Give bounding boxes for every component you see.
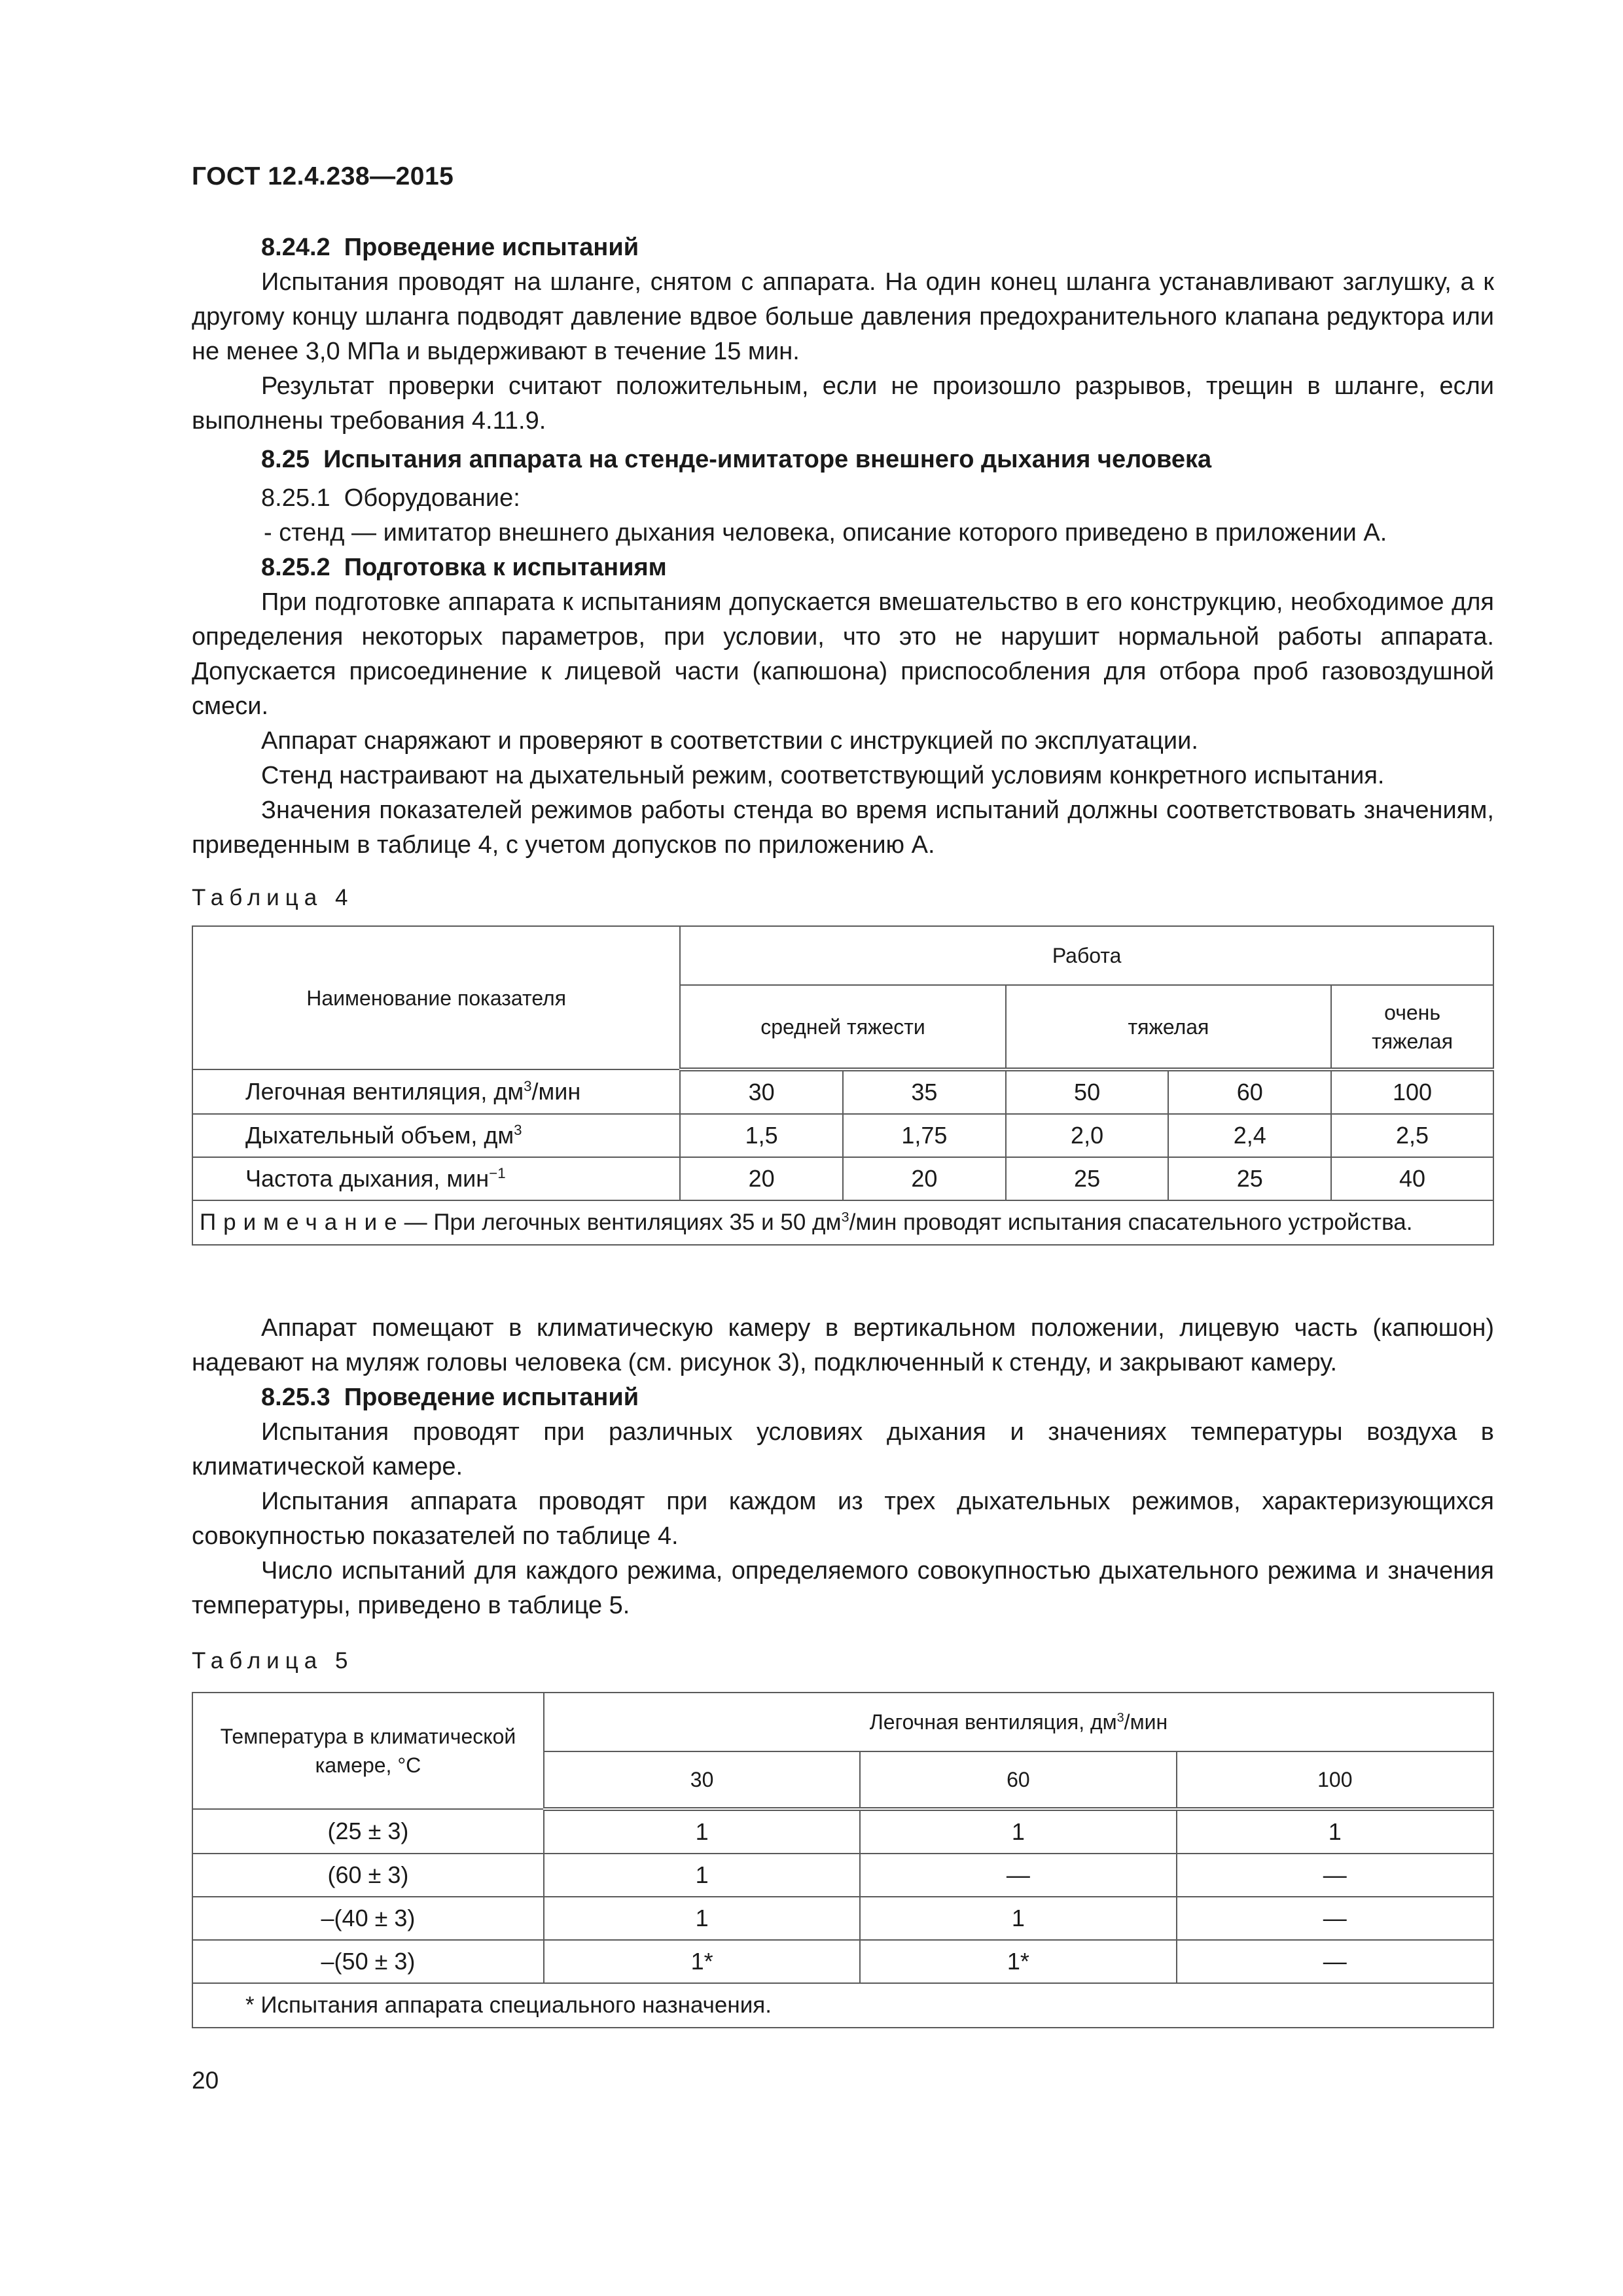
section-heading-8-25: 8.25 Испытания аппарата на стенде-имитаторе внешнего дыхания человека [261,446,1212,473]
table-cell: 1* [544,1940,860,1983]
text-block-upper [192,230,1494,863]
table4-header-name: Наименование показателя [192,926,680,1069]
table-cell: — [1177,1897,1493,1940]
table4 [192,925,1494,1246]
row-label: Легочная вентиляция, $дм^3$/мин [192,1069,680,1114]
row-label: Дыхательный объем, $дм^3$ [192,1114,680,1157]
list-item: - стенд — имитатор внешнего дыхания человека, описание которого приведено в приложении А. [264,519,1387,547]
table-cell: 1 [544,1809,860,1854]
table-cell: 50 [1006,1069,1169,1114]
table-row [192,1809,1493,1854]
table-cell: — [1177,1854,1493,1897]
table4-note: Примечание— При легочных вентиляциях 35 и 50 $дм^3$/мин проводят испытания спасательного устройства. [192,1200,1493,1245]
table-cell: 1* [860,1940,1176,1983]
section-heading-8-25-1: 8.25.1 Оборудование: [261,484,520,512]
table-cell: 1,5 [680,1114,843,1157]
table-row [192,1940,1493,1983]
table-cell: 25 [1006,1157,1169,1200]
paragraph: При подготовке аппарата к испытаниям допускается вмешательство в его конструкцию, необходимое для определения некоторых параметров, при условии, что это не нарушит нормальной работы аппарата. Допускается присоединение к лицевой части (капюшона) приспособления для отбора проб газовоздушной смеси. [192,588,1494,720]
table-cell: 1 [860,1897,1176,1940]
table-cell: 2,5 [1331,1114,1493,1157]
row-label: Частота дыхания, мин$^{-1}$ [192,1157,680,1200]
table4-group-medium: средней тяжести [680,985,1005,1069]
row-label: (25 ± 3) [192,1809,544,1854]
paragraph: Число испытаний для каждого режима, определяемого совокупностью дыхательного режима и значения температуры, приведено в таблице 5. [192,1557,1494,1619]
table5-header-temp: Температура в климатической камере, °С [192,1693,544,1809]
table5-footnote: * Испытания аппарата специального назначения. [192,1983,1493,2028]
table-cell: 1 [544,1897,860,1940]
table5-vent-60: 60 [860,1751,1176,1809]
paragraph: Стенд настраивают на дыхательный режим, соответствующий условиям конкретного испытания. [261,762,1385,789]
table-cell: 1 [544,1854,860,1897]
table5-header-vent: Легочная вентиляция, $дм^3$/мин [544,1693,1493,1751]
table-cell: 1 [1177,1809,1493,1854]
page-number: 20 [192,2067,219,2094]
paragraph: Аппарат помещают в климатическую камеру в вертикальном положении, лицевую часть (капюшон) надевают на муляж головы человека (см. рисунок 3), подключенный к стенду, и закрывают камеру. [192,1314,1494,1376]
table5-vent-30: 30 [544,1751,860,1809]
table5-caption: Таблица 5 [192,1648,354,1674]
section-heading-8-25-2: 8.25.2 Подготовка к испытаниям [261,554,667,581]
table4-group-heavy: тяжелая [1006,985,1331,1069]
section-heading-8-25-3: 8.25.3 Проведение испытаний [261,1384,639,1411]
table-cell: 20 [680,1157,843,1200]
table-cell: 1,75 [843,1114,1006,1157]
table-cell: 35 [843,1069,1006,1114]
table-row [192,1897,1493,1940]
table-cell: 2,0 [1006,1114,1169,1157]
paragraph: Испытания проводят на шланге, снятом с аппарата. На один конец шланга устанавливают заглушку, а к другому концу шланга подводят давление вдвое больше давления предохранительного клапана редуктора или не менее 3,0 МПа и выдерживают в течение 15 мин. [192,268,1494,365]
table-row [192,1157,1493,1200]
table-cell: 60 [1168,1069,1331,1114]
row-label: –(40 ± 3) [192,1897,544,1940]
document-id: ГОСТ 12.4.238—2015 [192,162,454,190]
table-cell: 40 [1331,1157,1493,1200]
table-cell: — [1177,1940,1493,1983]
text-block-middle [192,1311,1494,1623]
table-cell: 2,4 [1168,1114,1331,1157]
table-row [192,1114,1493,1157]
table-cell: 25 [1168,1157,1331,1200]
row-label: (60 ± 3) [192,1854,544,1897]
table-row [192,1069,1493,1114]
table4-caption: Таблица 4 [192,885,354,910]
table-cell: — [860,1854,1176,1897]
section-heading-8-24-2: 8.24.2 Проведение испытаний [261,234,639,261]
table4-group-very-heavy: очень тяжелая [1331,985,1493,1069]
paragraph: Испытания проводят при различных условиях дыхания и значениях температуры воздуха в климатической камере. [192,1418,1494,1480]
table4-header-work: Работа [680,926,1493,985]
paragraph: Аппарат снаряжают и проверяют в соответствии с инструкцией по эксплуатации. [261,727,1198,755]
table-cell: 1 [860,1809,1176,1854]
paragraph: Испытания аппарата проводят при каждом из трех дыхательных режимов, характеризующихся совокупностью показателей по таблице 4. [192,1488,1494,1550]
paragraph: Результат проверки считают положительным, если не произошло разрывов, трещин в шланге, если выполнены требования 4.11.9. [192,372,1494,435]
table-row [192,1854,1493,1897]
table-cell: 30 [680,1069,843,1114]
table-cell: 100 [1331,1069,1493,1114]
table5-vent-100: 100 [1177,1751,1493,1809]
paragraph: Значения показателей режимов работы стенда во время испытаний должны соответствовать значениям, приведенным в таблице 4, с учетом допусков по приложению А. [192,797,1494,859]
row-label: –(50 ± 3) [192,1940,544,1983]
table5 [192,1692,1494,2028]
table-cell: 20 [843,1157,1006,1200]
